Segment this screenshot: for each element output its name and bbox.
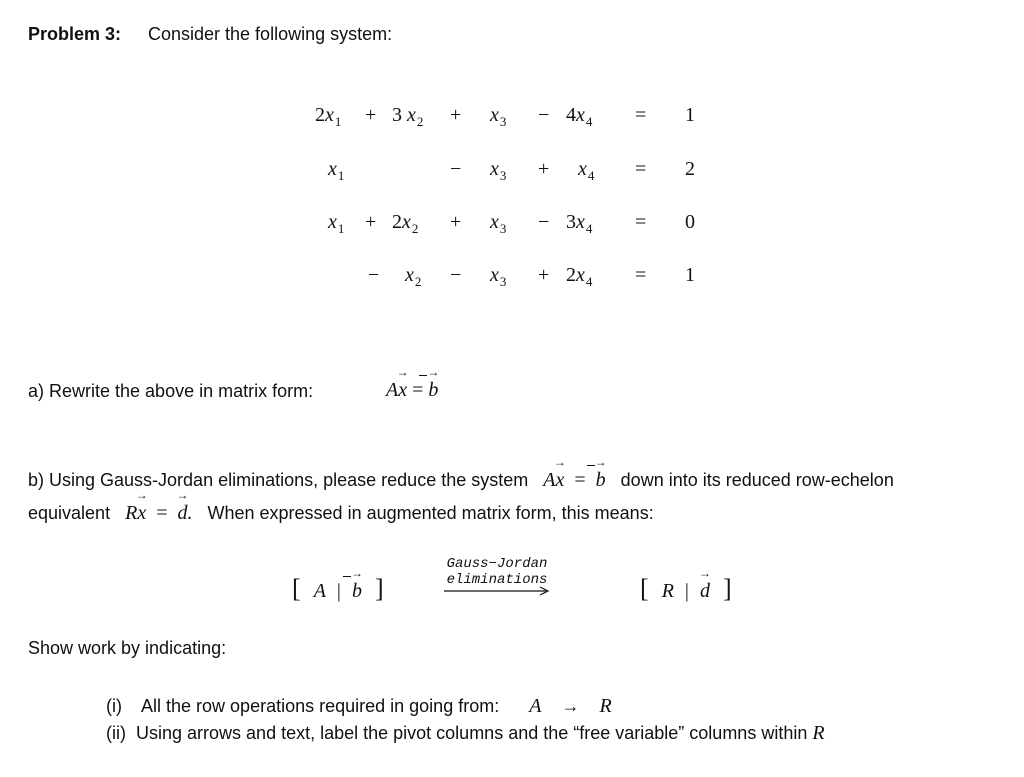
- term-2: $x_2$: [405, 264, 422, 289]
- matrix-equation: Ax → = b →: [386, 379, 438, 402]
- term-1: $x_1$: [328, 158, 345, 183]
- rhs-value: 1: [685, 264, 695, 286]
- operator: +: [538, 158, 550, 180]
- operator: +: [365, 104, 377, 126]
- operator: −: [538, 211, 550, 233]
- term-4: $2x_4$: [566, 264, 593, 289]
- term-3: $x_3$: [490, 211, 507, 236]
- rhs-value: 2: [685, 158, 695, 180]
- operator: +: [450, 104, 462, 126]
- equals-sign: =: [635, 211, 647, 233]
- operator: +: [538, 264, 550, 286]
- equals-sign: =: [635, 264, 647, 286]
- problem-label: Problem 3:: [28, 24, 122, 44]
- term-1: $x_1$: [328, 211, 345, 236]
- instruction-item: (ii) Using arrows and text, label the pivot columns and the “free variable” columns within R: [106, 722, 825, 744]
- term-3: $x_3$: [490, 264, 507, 289]
- part-b-line-1: b) Using Gauss-Jordan eliminations, please reduce the system Ax → = b → down into its reduced row-echelon: [28, 469, 894, 492]
- term-3: $x_3$: [490, 104, 507, 129]
- part-b-line-2: equivalent Rx → = d →. When expressed in augmented matrix form, this means:: [28, 502, 654, 525]
- right-arrow-icon: →: [561, 696, 580, 716]
- term-2: 3 $x_2$: [392, 104, 424, 129]
- operator: −: [368, 264, 380, 286]
- equals-sign: =: [635, 104, 647, 126]
- part-a-prompt: a) Rewrite the above in matrix form:: [28, 381, 314, 401]
- term-4: $3x_4$: [566, 211, 593, 236]
- term-4: $4x_4$: [566, 104, 593, 129]
- term-3: $x_3$: [490, 158, 507, 183]
- b-vector: b →: [428, 379, 438, 402]
- x-vector: x →: [398, 379, 407, 402]
- rhs-value: 0: [685, 211, 695, 233]
- augmented-right: [ R | d → ]: [640, 574, 732, 604]
- operator: +: [450, 211, 462, 233]
- operator: −: [450, 264, 462, 286]
- operator: −: [538, 104, 550, 126]
- gauss-jordan-arrow: Gauss−Jordan eliminations: [442, 556, 552, 596]
- problem-intro: Consider the following system:: [148, 24, 393, 44]
- term-2: $2x_2$: [392, 211, 419, 236]
- term-1: $2x_1$: [315, 104, 342, 129]
- show-work-title: Show work by indicating:: [28, 638, 227, 658]
- augmented-left: [ A | b → ]: [292, 574, 384, 604]
- operator: +: [365, 211, 377, 233]
- equals-sign: =: [635, 158, 647, 180]
- instruction-item: (i) All the row operations required in going from: A → R: [106, 695, 612, 717]
- rhs-value: 1: [685, 104, 695, 126]
- operator: −: [450, 158, 462, 180]
- term-4: $x_4$: [578, 158, 595, 183]
